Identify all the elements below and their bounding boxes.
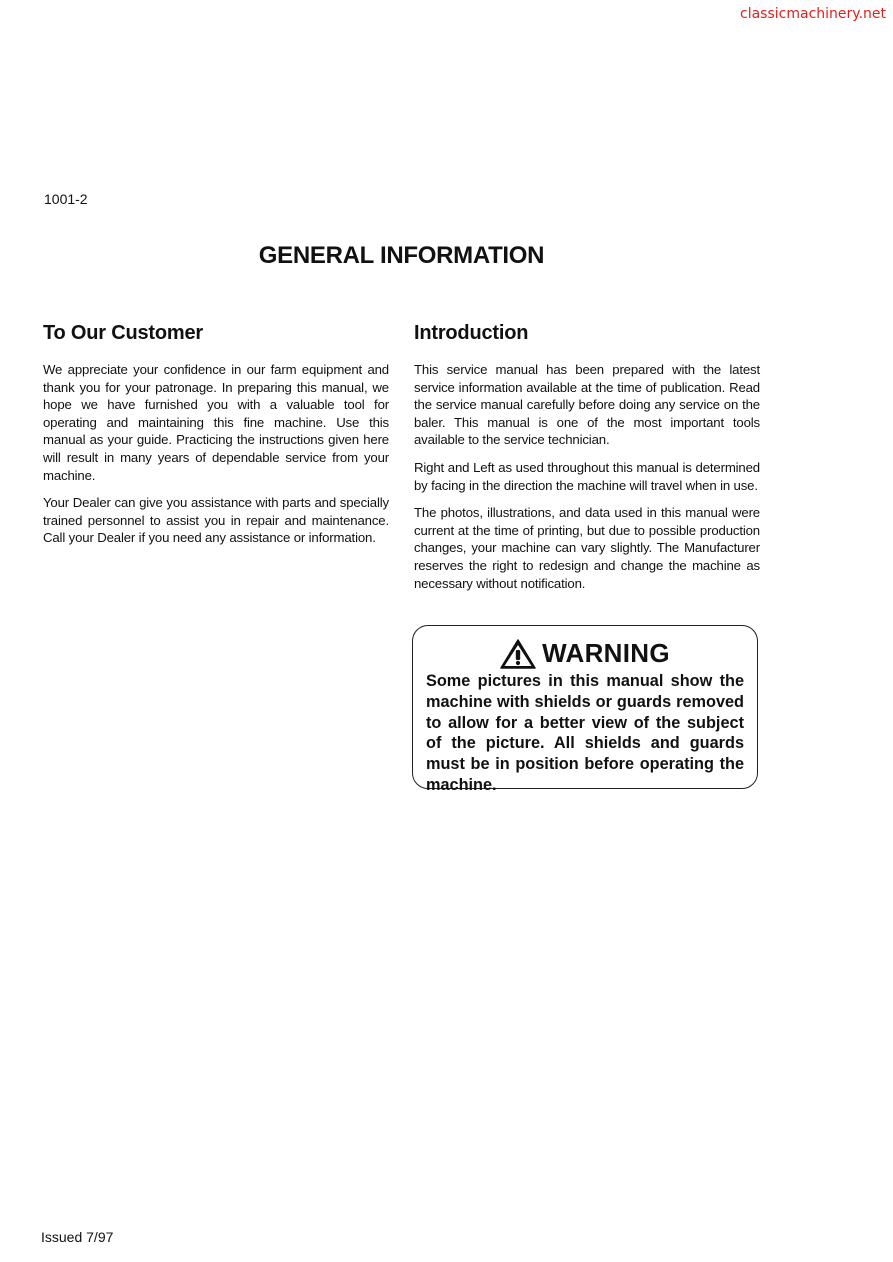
paragraph: This service manual has been prepared with the latest service information available at the time of publication. Read the service manual carefully before doing any service on the baler. This manual is one of the most important tools available to the service technician.: [414, 362, 760, 448]
issued-date: Issued 7/97: [41, 1229, 114, 1245]
warning-text: Some pictures in this manual show the machine with shields or guards removed to allow for a better view of the subject of the picture. All shields and guards must be in position before operating the machine.: [426, 672, 744, 794]
warning-triangle-icon: [500, 639, 536, 669]
to-our-customer-section: [43, 322, 389, 557]
watermark-link[interactable]: classicmachinery.net: [740, 6, 886, 22]
warning-box: [412, 625, 758, 794]
section-heading: Introduction: [414, 322, 529, 344]
paragraph: Right and Left as used throughout this manual is determined by facing in the direction the machine will travel when in use.: [414, 459, 760, 493]
paragraph: The photos, illustrations, and data used in this manual were current at the time of printing, but due to possible production changes, your machine can vary slightly. The Manufacturer reserves the right to redesign and change the machine as necessary without notification.: [414, 505, 760, 591]
page-title: GENERAL INFORMATION: [258, 242, 545, 269]
introduction-section: [414, 322, 760, 602]
paragraph: Your Dealer can give you assistance with parts and specially trained personnel to assist you in repair and maintenance. Call your Dealer if you need any assistance or information.: [43, 495, 389, 546]
warning-header: [426, 638, 744, 669]
page-number: 1001-2: [44, 191, 88, 207]
section-heading: To Our Customer: [43, 322, 203, 344]
paragraph: We appreciate your confidence in our farm equipment and thank you for your patronage. In preparing this manual, we hope we have furnished you with a valuable tool for operating and maintaining this fine machine. Use this manual as your guide. Practicing the instructions given here will result in many years of dependable service from your machine.: [43, 362, 389, 483]
warning-title: WARNING: [542, 638, 670, 668]
